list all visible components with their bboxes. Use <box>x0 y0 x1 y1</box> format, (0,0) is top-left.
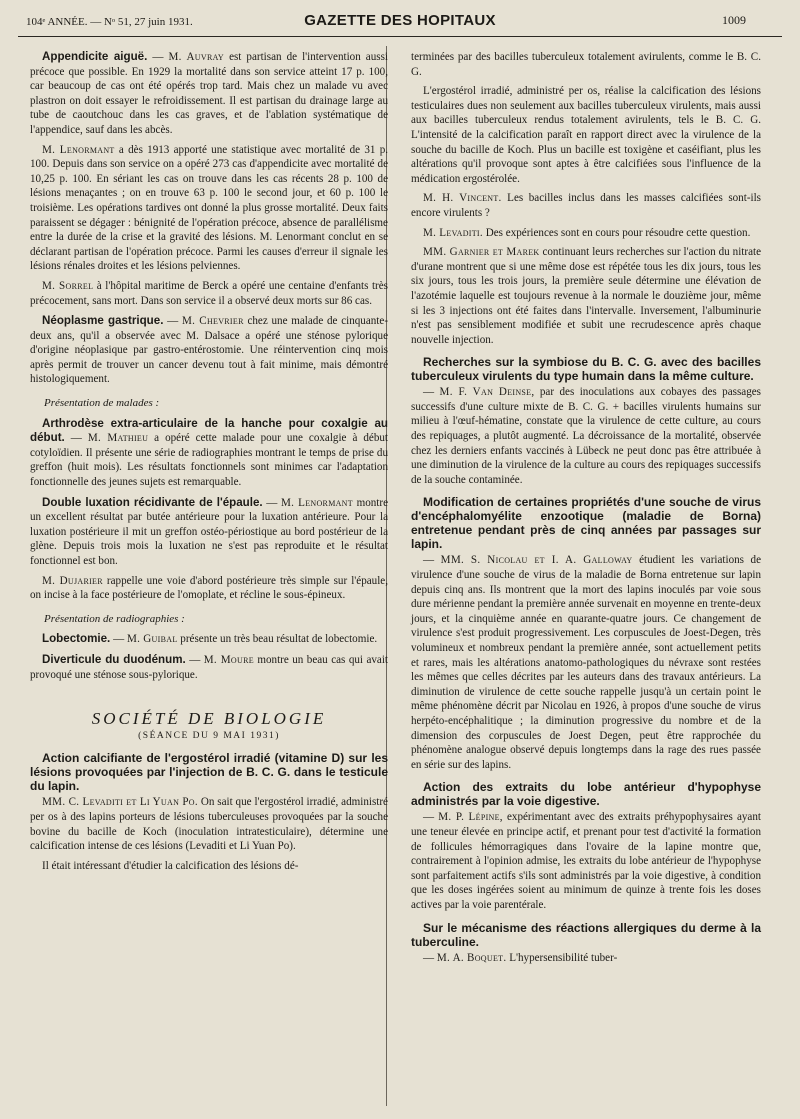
heading-hypophyse: Action des extraits du lobe antérieur d'hypophyse administrés par la voie digestive. <box>411 780 761 809</box>
paragraph-nicolau: — MM. S. Nicolau et I. A. Galloway étudient les variations de virulence d'une souche de virus de la maladie de Borna entretenue sur lapin depuis cinq ans. Ils montrent que la mort des lapins inoculés par voie sous dure mérienne pendant la première année survenait en moyenne en trente-deux jours, et la cinquième année en quarante-quatre jours. Ce changement de virulence s'est produit progressivement. Les corpuscules de Joest-Degen, très volumineux et nombreux pendant la première année, sont actuellement petits et rares, mais les altérations anatomo-pathologiques du névraxe sont restées les mêmes que celles décrites par les auteurs dans des travaux antérieurs. La diminution de virulence de cette souche rappelle jusqu'à un certain point le même phénomène décrit par Nicolau en 1926, à propos d'une souche de virus herpéto-encéphalitique ; la diminution progressive du nombre et de la dimension des corpuscules de Joest Degen, peut être rapprochée du phénomène analogue observé depuis longtemps dans la rage des rues passée en série sur des lapins. <box>411 554 761 771</box>
paragraph-arthrodese: Arthrodèse extra-articulaire de la hanche pour coxalgie au début. — M. Mathieu a opéré cette malade pour une coxalgie à début cotyloïdien. Il présente une série de radiographies montrant le temps de prise du greffon (huit mois). Les résultats fonctionnels sont minimes car l'adaptation fonctionnelle des jeunes sujets est remarquable. <box>30 416 388 489</box>
paragraph-sorrel: M. Sorrel à l'hôpital maritime de Berck a opéré une centaine d'enfants très précocement, sans mort. Dans son service il a observé deux morts sur 86 cas. <box>30 279 388 307</box>
paragraph-neoplasme: Néoplasme gastrique. — M. Chevrier chez une malade de cinquante-deux ans, qu'il a observée avec M. Dalsace a opéré une sténose pylorique d'origine néoplasique par gastro-entérostomie. Une réintervention cinq mois après permit de trouver un cancer devenu tout à fait minime, mais démontré histologiquement. <box>30 314 389 386</box>
page-header <box>18 6 782 37</box>
paragraph-lepine: — M. P. Lépine, expérimentant avec des extraits préhypophysaires ayant une teneur élevée en principe actif, et prenant pour test d'activité la formation de follicules hémorragiques dans l'ovaire de la lapine montre que, contrairement à l'opinion admise, les extraits du lobe antérieur de l'hypophyse sont parfaitement actifs s'ils sont administrés par la voie digestive, à condition que les doses ingérées soient au minimum de quinze à trente fois les doses actives par la voie parentérale. <box>411 811 761 911</box>
paragraph-ergosterol: L'ergostérol irradié, administré per os, réalise la calcification des lésions testiculaires dues non seulement aux bacilles tuberculeux virulents, mais aussi aux bacilles tuberculeux rendus totalement avirulents, tels le B. C. G. L'intensité de la calcification paraît en rapport direct avec la virulence de la souche du bacille de Koch. Plus un bacille est toxigène et caséifiant, plus les altérations qu'il provoque sont aptes à être calcifiées sous l'influence de la médication ergostérolée. <box>411 85 761 185</box>
paragraph-diverticule: Diverticule du duodénum. — M. Moure montre un beau cas qui avait provoqué une sténose sous-pylorique. <box>30 652 389 681</box>
paragraph-garnier: MM. Garnier et Marek continuant leurs recherches sur l'action du nitrate d'urane montrent que si une même dose est répétée tous les dix jours, tous les six jours, tous les trois jours, la première seule détermine une élévation de l'azotémie laquelle est toujours revenue à la normale le douzième jour, même si les 3 injections ont été faites dans l'intervalle. Inversement, l'albuminurie n'est pas sensiblement modifiée et subit une recrudescence après chaque nouvelle injection. <box>411 246 761 346</box>
subheading-malades: Présentation de malades : <box>44 397 160 410</box>
paragraph-luxation: Double luxation récidivante de l'épaule. — M. Lenormant montre un excellent résultat par butée antérieure pour la luxation antérieure. Pour la luxation postérieure il mit un greffon ostéo-périostique au bord postérieur de la glène. Depuis trois mois la luxation ne s'est pas reproduite et le résultat fonctionnel est bon. <box>30 495 389 567</box>
paragraph-continued: terminées par des bacilles tuberculeux totalement avirulents, comme le B. C. G. <box>411 51 761 78</box>
paragraph-van-deinse: — M. F. Van Deinse, par des inoculations aux cobayes des passages successifs d'une culture mixte de B. C. G. + bacilles virulents humains sur milieu à l'œuf-hématine, constate que la virulence de cette culture, au cours des repiquages, a plutôt augmenté. La décroissance de la mortalité, observée chez les derniers enfants vaccinés à Lübeck ne peut donc pas être attribuée à une diminution de la virulence de la culture au cours des repiquages successifs de la souche contaminée. <box>411 386 761 486</box>
society-title: SOCIÉTÉ DE BIOLOGIE <box>91 709 327 729</box>
paragraph-appendicite: Appendicite aiguë. — M. Auvray est partisan de l'intervention aussi précoce que possible. En 1929 la mortalité dans son service atteint 17 p. 100, car beaucoup de cas ont été opérés trop tard. Mais chez un malade vu avec plastron on doit essayer le refroidissement. Il est partisan du drainage large au tube de caoutchouc dans les cas graves, et de l'ablation systématique de l'appendice, sauf dans les abcès. <box>30 50 388 136</box>
heading-tuberculine: Sur le mécanisme des réactions allergiques du derme à la tuberculine. <box>411 920 761 949</box>
right-column <box>411 50 761 970</box>
session-date: (SÉANCE DU 9 MAI 1931) <box>138 730 280 741</box>
paragraph-boquet: — M. A. Boquet. L'hypersensibilité tuber- <box>423 951 618 964</box>
heading-symbiose: Recherches sur la symbiose du B. C. G. avec des bacilles tuberculeux virulents du type humain dans la même culture. <box>411 355 761 384</box>
left-column <box>30 50 388 878</box>
journal-title: GAZETTE DES HOPITAUX <box>304 12 496 29</box>
issue-info: 104ᵉ ANNÉE. — Nᵒ 51, 27 juin 1931. <box>26 16 193 28</box>
paragraph-lenormant: M. Lenormant a dès 1913 apporté une statistique avec mortalité de 31 p. 100. Depuis dans son service on a opéré 273 cas d'appendicite avec mortalité de 10,25 p. 100. En sériant les cas on trouve dans les cas récents 28 p. 100 de lésions menaçantes ; on en trouve 63 p. 100 le second jour, et 60 p. 100 le troisième. Les opérations tardives ont donné la plus grosse mortalité. Deux faits paraissent se dégager : bénignité de l'opération précoce, absence de parallélisme entre la durée de la crise et la gravité des lésions. M. Lenormant conclut en se déclarant partisan de l'opération précoce. Parmi les causes d'erreur il signale les lésions rénales droites et les lésions pelviennes. <box>30 143 389 273</box>
paragraph-levaditi: MM. C. Levaditi et Li Yuan Po. On sait que l'ergostérol irradié, administré per os à des lapins porteurs de lésions tuberculeuses provoquées par la souche bovine du bacille de Koch (inoculation intratesticulaire), détermine une calcification intense de ces lésions (Levaditi et Li Yuan Po). <box>30 796 388 853</box>
page-number: 1009 <box>722 13 746 27</box>
paragraph-levaditi-reply: M. Levaditi. Des expériences sont en cours pour résoudre cette question. <box>423 226 751 239</box>
paragraph-continuation: Il était intéressant d'étudier la calcification des lésions dé- <box>42 859 299 872</box>
heading-action-calcifiante: Action calcifiante de l'ergostérol irradié (vitamine D) sur les lésions provoquées par l'injection de B. C. G. dans le testicule du lapin. <box>30 751 388 794</box>
paragraph-vincent: M. H. Vincent. Les bacilles inclus dans les masses calcifiées sont-ils encore virulents ? <box>411 192 761 219</box>
paragraph-lobectomie: Lobectomie. — M. Guibal présente un très beau résultat de lobectomie. <box>42 632 378 646</box>
subheading-radiographies: Présentation de radiographies : <box>44 612 185 625</box>
paragraph-dujarier: M. Dujarier rappelle une voie d'abord postérieure très simple sur l'épaule, on incise à la face postérieure de l'omoplate, et récline le sous-épineux. <box>30 574 388 602</box>
heading-borna: Modification de certaines propriétés d'une souche de virus d'encéphalomyélite enzootique (maladie de Borna) entretenue pendant près de cinq années par passages sur lapin. <box>411 495 761 552</box>
